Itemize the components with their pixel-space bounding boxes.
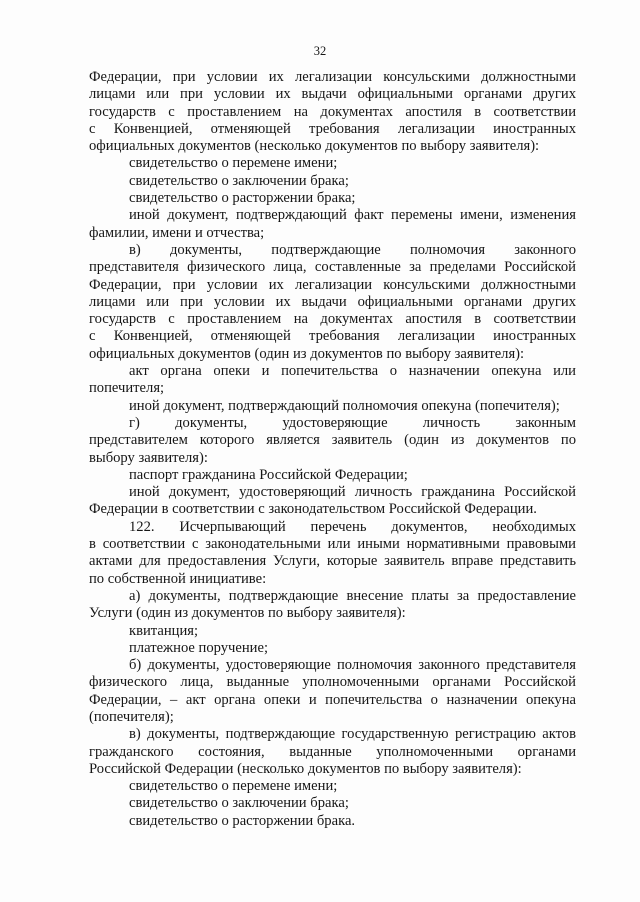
text-line: б) документы, удостоверяющие полномочия законного представителя [129, 657, 576, 674]
text-line: свидетельство о заключении брака; [129, 172, 349, 189]
text-line: официальных документов (один из документов по выбору заявителя): [89, 345, 525, 362]
text-line: официальных документов (несколько документов по выбору заявителя): [89, 138, 540, 155]
text-line: государств с проставлением на документах апостиля в соответствии [89, 311, 576, 328]
text-line: Федерации, при условии их легализации консульскими должностными [89, 69, 576, 85]
text-line: Федерации, – акт органа опеки и попечительства о назначении опекуна [89, 691, 576, 708]
text-line: с Конвенцией, отменяющей требования легализации иностранных [89, 328, 576, 345]
text-line: платежное поручение; [129, 639, 269, 656]
text-line: г) документы, удостоверяющие личность законным [129, 414, 576, 431]
text-line: лицами или при условии их выдачи официальными органами других [89, 293, 576, 310]
text-line: гражданского состояния, выданные уполномоченными органами [89, 743, 576, 760]
text-line: в) документы, подтверждающие полномочия законного [129, 241, 576, 258]
text-line: в) документы, подтверждающие государственную регистрацию актов [129, 726, 576, 743]
text-line: (попечителя); [89, 708, 174, 725]
text-line: с Конвенцией, отменяющей требования легализации иностранных [89, 120, 576, 137]
text-line: а) документы, подтверждающие внесение платы за предоставление [129, 587, 576, 604]
text-line: попечителя; [89, 380, 165, 397]
text-line: свидетельство о расторжении брака; [129, 190, 356, 207]
document-body [89, 69, 576, 830]
text-line: квитанция; [129, 622, 199, 639]
text-line: по собственной инициативе: [89, 570, 267, 587]
text-line: представителем которого является заявитель (один из документов по [89, 432, 576, 449]
text-line: физического лица, выданные уполномоченными органами Российской [89, 674, 576, 691]
text-line: 122. Исчерпывающий перечень документов, необходимых [129, 518, 576, 535]
text-line: иной документ, удостоверяющий личность гражданина Российской [129, 484, 576, 501]
page-number: 32 [313, 44, 327, 58]
text-line: Российской Федерации (несколько документов по выбору заявителя): [89, 760, 522, 777]
text-line: свидетельство о перемене имени; [129, 778, 338, 795]
text-line: лицами или при условии их выдачи официальными органами других [89, 86, 576, 103]
text-line: паспорт гражданина Российской Федерации; [129, 466, 408, 483]
text-line: Федерации, при условии их легализации консульскими должностными [89, 276, 576, 293]
text-line: представителя физического лица, составленные за пределами Российской [89, 259, 576, 276]
text-line: актами для предоставления Услуги, которые заявитель вправе представить [89, 553, 576, 570]
text-line: выбору заявителя): [89, 449, 208, 466]
text-line: иной документ, подтверждающий факт перемены имени, изменения [129, 207, 576, 224]
text-line: Федерации в соответствии с законодательством Российской Федерации. [89, 501, 537, 518]
text-line: свидетельство о заключении брака; [129, 795, 349, 812]
text-line: иной документ, подтверждающий полномочия опекуна (попечителя); [129, 397, 560, 414]
text-line: Услуги (один из документов по выбору заявителя): [89, 605, 406, 622]
text-line: акт органа опеки и попечительства о назначении опекуна или [129, 363, 576, 380]
text-line: в соответствии с законодательными или иными нормативными правовыми [89, 536, 576, 553]
text-line: фамилии, имени и отчества; [89, 224, 265, 241]
text-line: свидетельство о расторжении брака. [129, 812, 356, 829]
text-line: государств с проставлением на документах апостиля в соответствии [89, 103, 576, 120]
text-line: свидетельство о перемене имени; [129, 155, 338, 172]
